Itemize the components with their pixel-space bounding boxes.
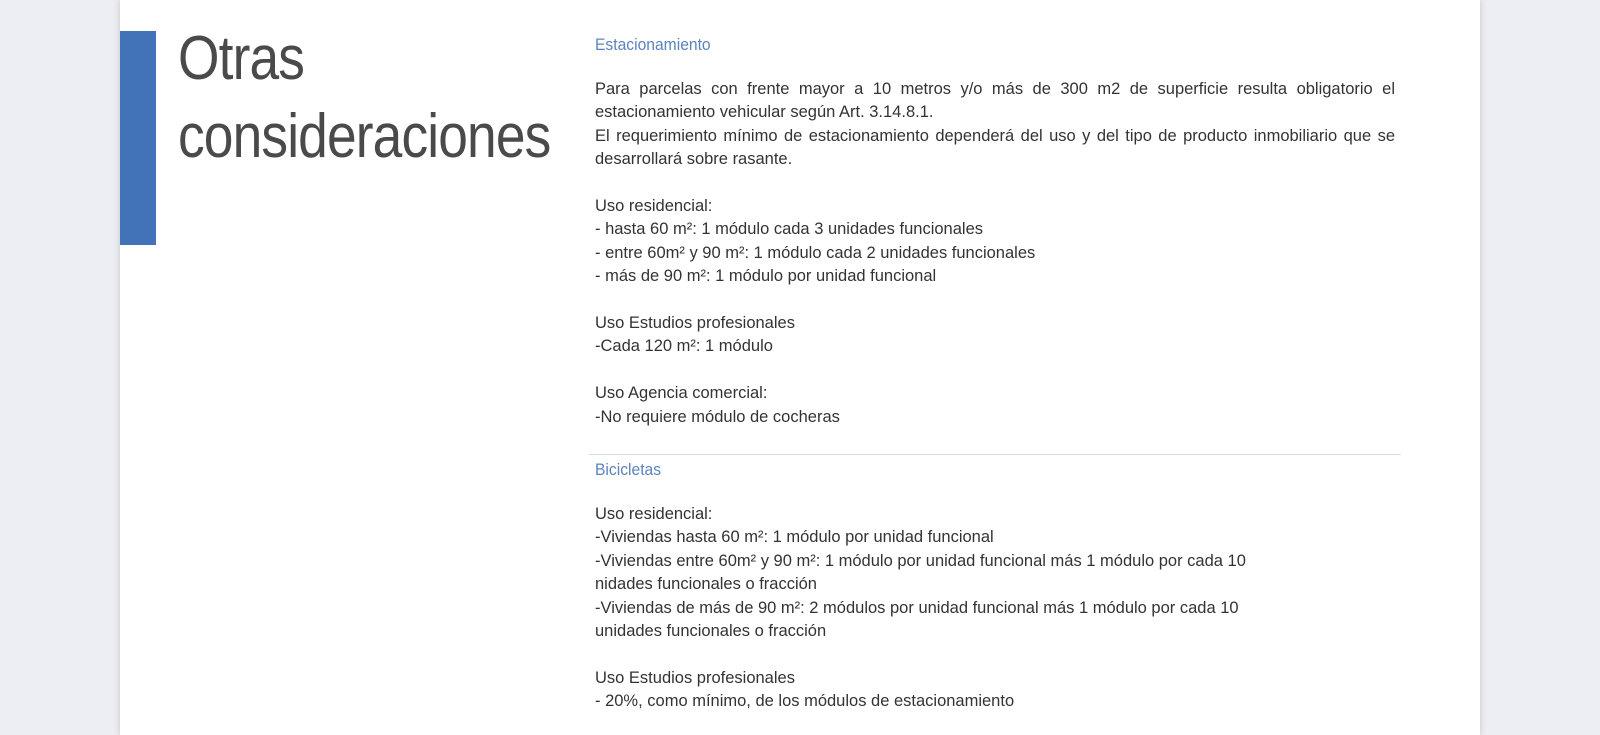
parking-commercial-label: Uso Agencia comercial: — [595, 384, 768, 403]
bicycles-residential-item: nidades funcionales o fracción — [595, 575, 817, 594]
parking-residential-item: - más de 90 m²: 1 módulo por unidad funcional — [595, 267, 937, 286]
bicycles-professional-item: - 20%, como mínimo, de los módulos de estacionamiento — [595, 692, 1015, 711]
bicycles-professional-label: Uso Estudios profesionales — [595, 668, 795, 687]
parking-professional-label: Uso Estudios profesionales — [595, 314, 795, 333]
parking-section — [595, 32, 1395, 429]
parking-commercial-item: -No requiere módulo de cocheras — [595, 407, 840, 426]
bicycles-heading: Bicicletas — [595, 460, 662, 479]
bicycles-section — [595, 457, 1395, 714]
page-title-line-1: Otras — [178, 24, 305, 93]
bicycles-residential-item: -Viviendas de más de 90 m²: 2 módulos por unidad funcional más 1 módulo por cada 10 — [595, 598, 1239, 617]
parking-heading: Estacionamiento — [595, 35, 711, 54]
parking-intro: Para parcelas con frente mayor a 10 metros y/o más de 300 m2 de superficie resulta obligatorio el estacionamiento vehicular según Art. 3.14.8.1. — [595, 80, 1395, 122]
parking-requirement: El requerimiento mínimo de estacionamiento dependerá del uso y del tipo de producto inmobiliario que se desarrollará sobre rasante. — [595, 126, 1395, 169]
parking-residential-item: - hasta 60 m²: 1 módulo cada 3 unidades funcionales — [595, 220, 983, 239]
page-title-line-2: consideraciones — [178, 102, 551, 171]
parking-residential-item: - entre 60m² y 90 m²: 1 módulo cada 2 unidades funcionales — [595, 243, 1036, 262]
parking-professional-item: -Cada 120 m²: 1 módulo — [595, 337, 773, 356]
page-title — [178, 20, 550, 176]
section-divider — [589, 454, 1401, 455]
bicycles-residential-item: unidades funcionales o fracción — [595, 622, 827, 641]
bicycles-residential-item: -Viviendas hasta 60 m²: 1 módulo por unidad funcional — [595, 528, 994, 547]
parking-residential-label: Uso residencial: — [595, 197, 713, 216]
accent-bar — [120, 31, 156, 245]
bicycles-residential-item: -Viviendas entre 60m² y 90 m²: 1 módulo por unidad funcional más 1 módulo por cada 10 — [595, 551, 1246, 570]
bicycles-residential-label: Uso residencial: — [595, 505, 713, 523]
